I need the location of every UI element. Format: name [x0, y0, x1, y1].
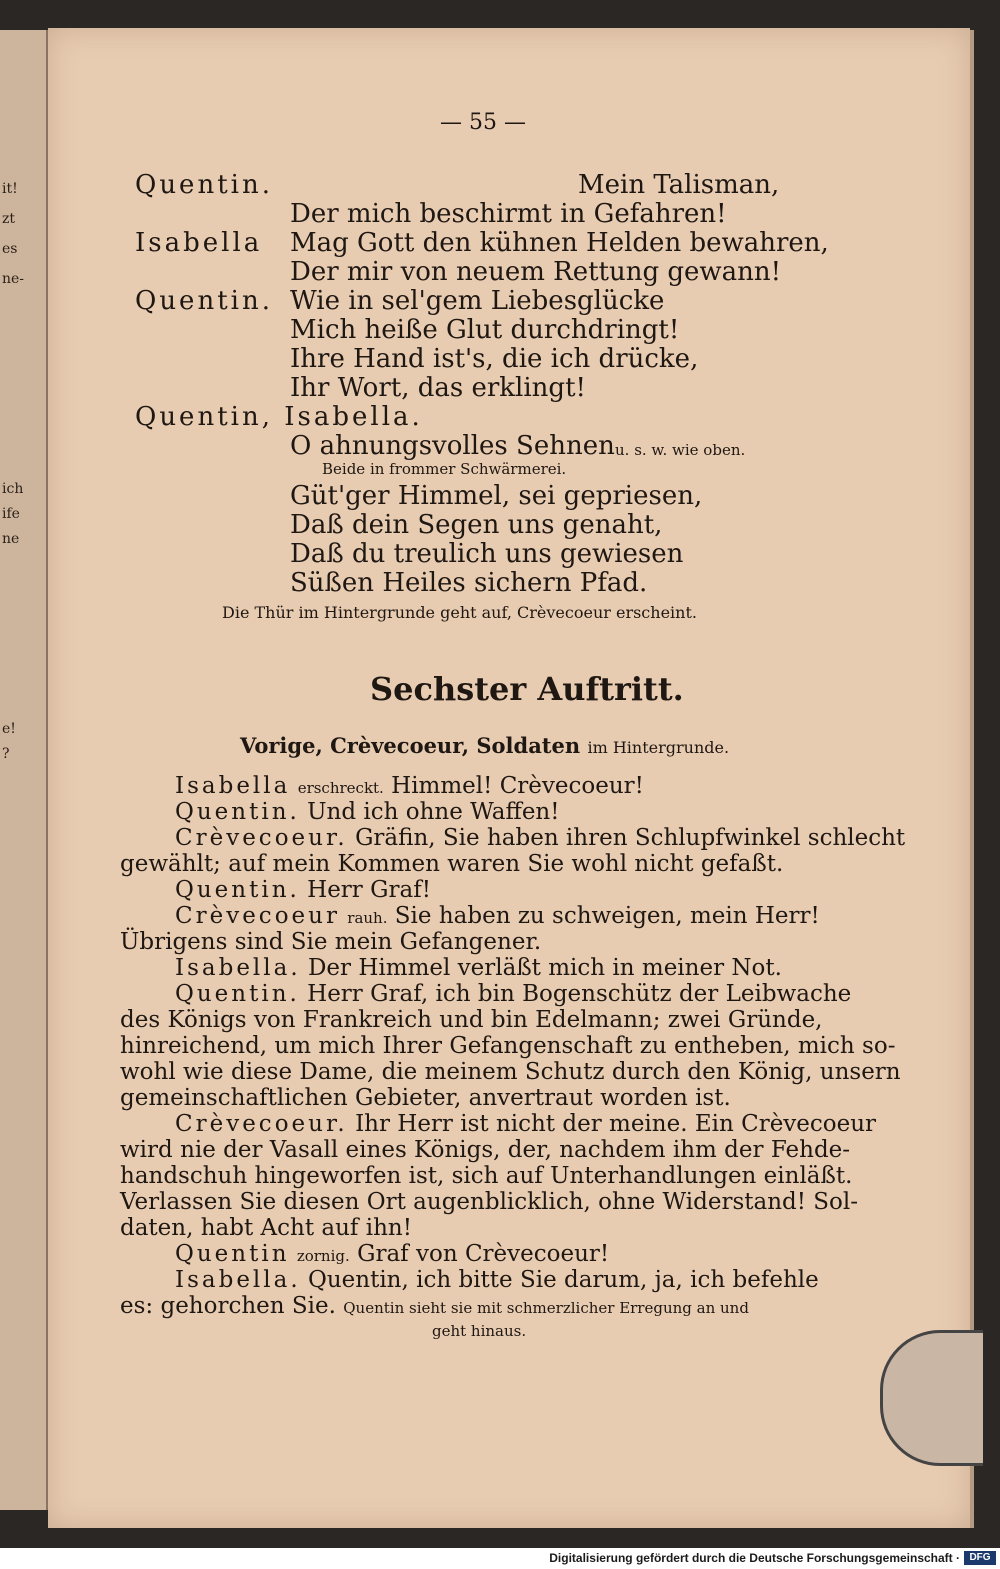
cast-names: Vorige, Crèvecoeur, Soldaten [240, 733, 581, 758]
speaker: Quentin, Isabella. [135, 402, 423, 432]
verse-line: Süßen Heiles sichern Pfad. [290, 568, 648, 598]
stage-note: rauh. [347, 909, 388, 927]
verse-line: Der mir von neuem Rettung gewann! [290, 257, 782, 287]
dialogue: Quentin, ich bitte Sie darum, ja, ich befehle [307, 1267, 819, 1293]
digitization-footer [0, 1548, 1000, 1569]
verse-line: Daß dein Segen uns genaht, [290, 510, 663, 540]
speaker: Quentin [175, 1241, 290, 1267]
speaker: Crèvecoeur. [175, 825, 348, 851]
prose-line: Übrigens sind Sie mein Gefangener. [120, 929, 542, 955]
margin-fragment: ife [2, 506, 20, 522]
margin-fragment: e! [2, 721, 16, 737]
verse-line: Ihr Wort, das erklingt! [290, 373, 586, 403]
stage-note: u. s. w. wie oben. [615, 441, 746, 459]
prose-line [175, 773, 644, 799]
stage-note: erschreckt. [297, 779, 384, 797]
dialogue: Herr Graf, ich bin Bogenschütz der Leibwache [307, 981, 852, 1007]
speaker: Crèvecoeur. [175, 1111, 348, 1137]
margin-fragment: ich [2, 481, 24, 497]
prose-line [175, 799, 560, 825]
stage-note: Quentin sieht sie mit schmerzlicher Erregung an und [343, 1299, 749, 1317]
prose-line: Verlassen Sie diesen Ort augenblicklich, ohne Widerstand! Sol- [120, 1189, 859, 1215]
page-number: — 55 — [440, 110, 526, 135]
prose-line: hinreichend, um mich Ihrer Gefangenschaft zu entheben, mich so- [120, 1033, 896, 1059]
margin-fragment: it! [2, 181, 18, 197]
prose-line [175, 877, 431, 903]
dialogue: Sie haben zu schweigen, mein Herr! [394, 903, 820, 929]
verse-line: Ihre Hand ist's, die ich drücke, [290, 344, 699, 374]
margin-fragment: es [2, 241, 18, 257]
verse-line: Güt'ger Himmel, sei gepriesen, [290, 481, 703, 511]
stage-note: zornig. [296, 1247, 350, 1265]
prose-line [175, 1111, 876, 1137]
prose-line [175, 825, 905, 851]
speaker: Isabella. [175, 955, 301, 981]
speaker: Crèvecoeur [175, 903, 340, 929]
dialogue: Himmel! Crèvecoeur! [391, 773, 644, 799]
cast-note: im Hintergrunde. [587, 738, 730, 757]
margin-fragment: ? [2, 746, 10, 762]
stage-note: geht hinaus. [432, 1322, 527, 1340]
prose-line [175, 1267, 819, 1293]
speaker: Quentin. [175, 981, 300, 1007]
verse-line: Der mich beschirmt in Gefahren! [290, 199, 727, 229]
prose-line [120, 1293, 749, 1319]
dialogue: Gräfin, Sie haben ihren Schlupfwinkel schlecht [355, 825, 906, 851]
prose-line: wird nie der Vasall eines Königs, der, nachdem ihm der Fehde- [120, 1137, 851, 1163]
dialogue: es: gehorchen Sie. [120, 1293, 336, 1319]
footer-text: Digitalisierung gefördert durch die Deutsche Forschungsgemeinschaft · [549, 1551, 960, 1565]
speaker: Quentin. [175, 799, 300, 825]
prose-line: handschuh hingeworfen ist, sich auf Unterhandlungen einläßt. [120, 1163, 853, 1189]
dialogue: Ihr Herr ist nicht der meine. Ein Crèvecoeur [355, 1111, 877, 1137]
verse-line: Mag Gott den kühnen Helden bewahren, [290, 228, 829, 258]
margin-fragment: zt [2, 211, 16, 227]
verse-line: Mich heiße Glut durchdringt! [290, 315, 680, 345]
cast-line [240, 733, 729, 758]
dfg-logo: DFG [964, 1551, 996, 1565]
stage-direction: Die Thür im Hintergrunde geht auf, Crèvecoeur erscheint. [222, 603, 697, 622]
speaker: Quentin. [175, 877, 300, 903]
margin-fragment: ne [2, 531, 20, 547]
prose-line: des Königs von Frankreich und bin Edelmann; zwei Gründe, [120, 1007, 823, 1033]
prose-line [175, 955, 782, 981]
verse-line: Wie in sel'gem Liebesglücke [290, 286, 665, 316]
dialogue: Der Himmel verläßt mich in meiner Not. [307, 955, 782, 981]
verse-line: O ahnungsvolles Sehnen [290, 431, 615, 461]
speaker: Quentin. [135, 170, 273, 200]
prose-line: gewählt; auf mein Kommen waren Sie wohl nicht gefaßt. [120, 851, 784, 877]
prose-line [175, 981, 851, 1007]
prose-line: daten, habt Acht auf ihn! [120, 1215, 412, 1241]
speaker: Isabella. [175, 1267, 301, 1293]
stage-note: Beide in frommer Schwärmerei. [322, 460, 567, 478]
facing-page-edge [0, 30, 48, 1510]
dialogue: Und ich ohne Waffen! [307, 799, 560, 825]
verse-line: Mein Talisman, [578, 170, 780, 200]
page-clip [880, 1330, 983, 1466]
scene-heading: Sechster Auftritt. [370, 670, 684, 708]
dialogue: Herr Graf! [307, 877, 431, 903]
speaker: Quentin. [135, 286, 273, 316]
dialogue: Graf von Crèvecoeur! [357, 1241, 610, 1267]
speaker: Isabella [135, 228, 263, 258]
speaker: Isabella [175, 773, 291, 799]
prose-line [175, 903, 820, 929]
margin-fragment: ne- [2, 271, 25, 287]
prose-line [175, 1241, 609, 1267]
prose-line: gemeinschaftlichen Gebieter, anvertraut worden ist. [120, 1085, 731, 1111]
verse-line: Daß du treulich uns gewiesen [290, 539, 684, 569]
prose-line: wohl wie diese Dame, die meinem Schutz durch den König, unsern [120, 1059, 901, 1085]
